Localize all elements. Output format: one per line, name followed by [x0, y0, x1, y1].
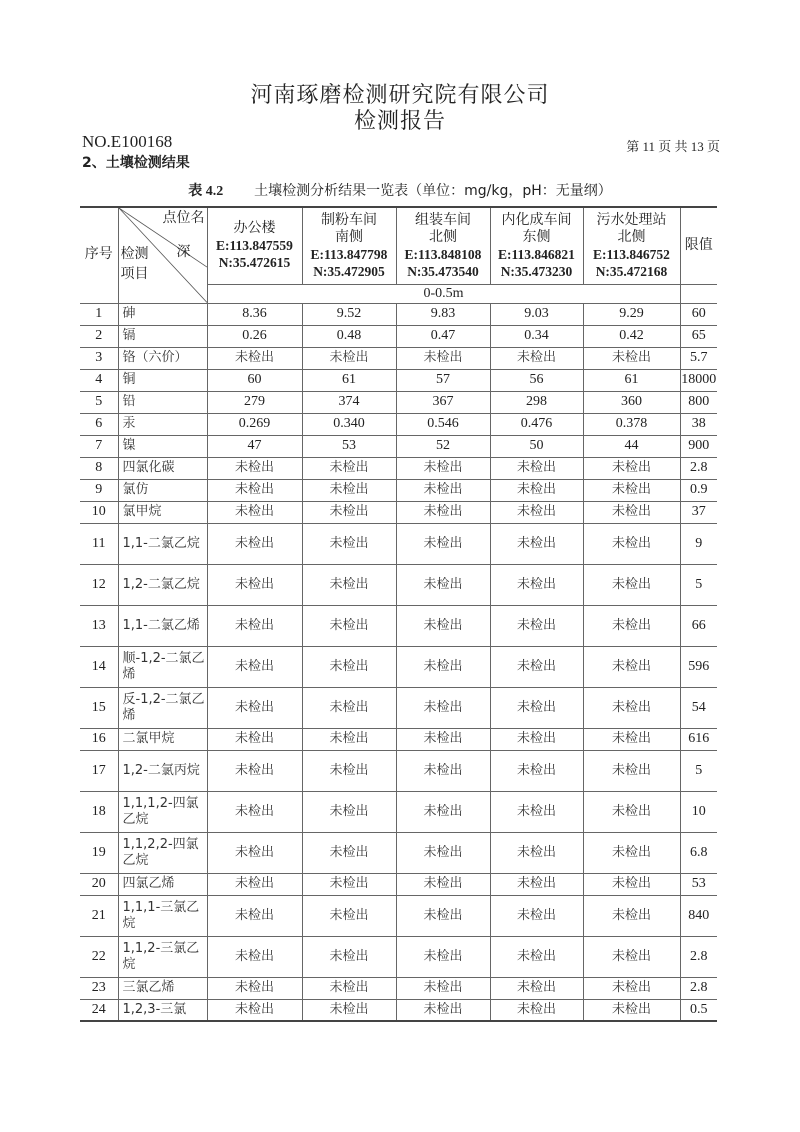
limit-value: 54 [680, 687, 717, 728]
result-value: 未检出 [490, 895, 583, 936]
row-number: 19 [80, 832, 118, 873]
result-value: 未检出 [583, 479, 680, 501]
item-name: 1,1,2,2-四氯乙烷 [118, 832, 207, 873]
item-name: 氯甲烷 [118, 501, 207, 523]
limit-value: 65 [680, 325, 717, 347]
table-row [80, 457, 717, 479]
site-e: E:113.848108 [404, 246, 482, 262]
result-value: 未检出 [396, 999, 490, 1021]
table-row [80, 479, 717, 501]
item-name: 铅 [118, 391, 207, 413]
limit-value: 9 [680, 523, 717, 564]
result-value: 未检出 [207, 750, 302, 791]
result-value: 未检出 [490, 501, 583, 523]
table-row [80, 325, 717, 347]
table-row [80, 728, 717, 750]
limit-value: 596 [680, 646, 717, 687]
result-value: 未检出 [490, 791, 583, 832]
result-value: 未检出 [207, 501, 302, 523]
soil-results-table [80, 206, 717, 1022]
table-row [80, 832, 717, 873]
item-name: 镉 [118, 325, 207, 347]
limit-value: 616 [680, 728, 717, 750]
row-number: 12 [80, 564, 118, 605]
result-value: 0.546 [396, 413, 490, 435]
row-number: 4 [80, 369, 118, 391]
item-name: 顺-1,2-二氯乙烯 [118, 646, 207, 687]
table-row [80, 303, 717, 325]
result-value: 未检出 [207, 457, 302, 479]
site-header [490, 207, 583, 284]
diag-item-label: 检测 项目 [120, 246, 149, 282]
table-row [80, 750, 717, 791]
result-value: 未检出 [302, 501, 396, 523]
result-value: 未检出 [302, 873, 396, 895]
item-name: 镍 [118, 435, 207, 457]
item-name: 1,2,3-三氯 [118, 999, 207, 1021]
result-value: 9.03 [490, 303, 583, 325]
item-name: 1,1,1-三氯乙烷 [118, 895, 207, 936]
item-name: 1,1-二氯乙烯 [118, 605, 207, 646]
item-name: 1,2-二氯丙烷 [118, 750, 207, 791]
table-row [80, 999, 717, 1021]
result-value: 未检出 [207, 687, 302, 728]
site-header [396, 207, 490, 284]
table-row [80, 687, 717, 728]
row-number: 13 [80, 605, 118, 646]
limit-value: 10 [680, 791, 717, 832]
site-n: N:35.472615 [218, 255, 291, 271]
item-name: 铬（六价） [118, 347, 207, 369]
result-value: 未检出 [583, 605, 680, 646]
result-value: 未检出 [207, 791, 302, 832]
limit-value: 2.8 [680, 936, 717, 977]
result-value: 未检出 [490, 605, 583, 646]
site-e: E:113.846821 [498, 246, 575, 262]
row-number: 6 [80, 413, 118, 435]
result-value: 未检出 [302, 457, 396, 479]
site-n: N:35.473540 [407, 263, 479, 279]
limit-value: 37 [680, 501, 717, 523]
result-value: 未检出 [207, 832, 302, 873]
row-number: 23 [80, 977, 118, 999]
site-n: N:35.473230 [500, 263, 573, 279]
result-value: 未检出 [302, 479, 396, 501]
result-value: 未检出 [396, 873, 490, 895]
result-value: 未检出 [396, 977, 490, 999]
result-value: 未检出 [302, 646, 396, 687]
row-number: 21 [80, 895, 118, 936]
result-value: 0.26 [207, 325, 302, 347]
result-value: 未检出 [207, 479, 302, 501]
result-value: 未检出 [207, 895, 302, 936]
result-value: 374 [302, 391, 396, 413]
result-value: 56 [490, 369, 583, 391]
result-value: 未检出 [490, 832, 583, 873]
table-row [80, 895, 717, 936]
limit-value: 38 [680, 413, 717, 435]
limit-value: 53 [680, 873, 717, 895]
row-number: 11 [80, 523, 118, 564]
row-number: 3 [80, 347, 118, 369]
site-e: E:113.847798 [310, 246, 388, 262]
result-value: 未检出 [490, 728, 583, 750]
result-value: 未检出 [396, 750, 490, 791]
row-number: 5 [80, 391, 118, 413]
result-value: 未检出 [396, 605, 490, 646]
result-value: 0.340 [302, 413, 396, 435]
limit-value: 5 [680, 750, 717, 791]
result-value: 未检出 [583, 873, 680, 895]
result-value: 0.378 [583, 413, 680, 435]
row-number: 24 [80, 999, 118, 1021]
diagonal-header-cell [118, 207, 207, 303]
result-value: 未检出 [396, 687, 490, 728]
header-row [80, 207, 717, 284]
table-row [80, 435, 717, 457]
row-number: 15 [80, 687, 118, 728]
limit-value: 800 [680, 391, 717, 413]
result-value: 52 [396, 435, 490, 457]
result-value: 未检出 [207, 999, 302, 1021]
table-row [80, 646, 717, 687]
result-value: 298 [490, 391, 583, 413]
result-value: 未检出 [207, 605, 302, 646]
result-value: 未检出 [490, 999, 583, 1021]
result-value: 未检出 [207, 564, 302, 605]
site-sub: 北侧 [429, 228, 457, 245]
diag-site-label: 点位名 [162, 210, 205, 226]
table-row [80, 564, 717, 605]
result-value: 未检出 [302, 750, 396, 791]
result-value: 未检出 [302, 687, 396, 728]
page-info: 第 11 页 共 13 页 [626, 139, 720, 154]
limit-value: 0.5 [680, 999, 717, 1021]
limit-depth-blank [680, 284, 717, 303]
result-value: 44 [583, 435, 680, 457]
site-name: 污水处理站 [596, 211, 667, 228]
result-value: 未检出 [396, 646, 490, 687]
row-number: 9 [80, 479, 118, 501]
result-value: 未检出 [490, 936, 583, 977]
result-value: 未检出 [396, 895, 490, 936]
result-value: 未检出 [396, 791, 490, 832]
result-value: 未检出 [583, 791, 680, 832]
result-value: 50 [490, 435, 583, 457]
result-value: 未检出 [302, 791, 396, 832]
result-value: 0.34 [490, 325, 583, 347]
result-value: 未检出 [207, 728, 302, 750]
table-row [80, 391, 717, 413]
result-value: 279 [207, 391, 302, 413]
row-number: 16 [80, 728, 118, 750]
result-value: 360 [583, 391, 680, 413]
result-value: 未检出 [583, 564, 680, 605]
row-number: 17 [80, 750, 118, 791]
result-value: 未检出 [302, 895, 396, 936]
row-number: 18 [80, 791, 118, 832]
result-value: 未检出 [490, 457, 583, 479]
result-value: 未检出 [583, 936, 680, 977]
site-name: 组装车间 [415, 211, 471, 228]
result-value: 未检出 [207, 977, 302, 999]
company-name: 河南琢磨检测研究院有限公司 [250, 83, 550, 108]
result-value: 0.42 [583, 325, 680, 347]
result-value: 47 [207, 435, 302, 457]
limit-value: 2.8 [680, 457, 717, 479]
limit-header: 限值 [680, 207, 717, 284]
result-value: 未检出 [396, 347, 490, 369]
result-value: 未检出 [583, 457, 680, 479]
limit-value: 0.9 [680, 479, 717, 501]
result-value: 未检出 [583, 750, 680, 791]
result-value: 未检出 [396, 832, 490, 873]
result-value: 未检出 [583, 646, 680, 687]
limit-value: 5.7 [680, 347, 717, 369]
report-title: 检测报告 [353, 109, 446, 134]
result-value: 未检出 [490, 977, 583, 999]
result-value: 未检出 [583, 832, 680, 873]
result-value: 未检出 [302, 347, 396, 369]
row-number: 14 [80, 646, 118, 687]
result-value: 未检出 [583, 347, 680, 369]
site-sub: 北侧 [617, 228, 646, 245]
table-row [80, 936, 717, 977]
result-value: 未检出 [396, 936, 490, 977]
site-name: 办公楼 [233, 220, 276, 237]
limit-value: 66 [680, 605, 717, 646]
result-value: 未检出 [207, 347, 302, 369]
result-value: 61 [583, 369, 680, 391]
row-number: 2 [80, 325, 118, 347]
limit-value: 60 [680, 303, 717, 325]
table-row [80, 347, 717, 369]
row-number: 22 [80, 936, 118, 977]
item-name: 四氯化碳 [118, 457, 207, 479]
result-value: 未检出 [396, 728, 490, 750]
result-value: 未检出 [396, 564, 490, 605]
item-name: 二氯甲烷 [118, 728, 207, 750]
site-header [583, 207, 680, 284]
item-name: 砷 [118, 303, 207, 325]
result-value: 未检出 [302, 523, 396, 564]
result-value: 未检出 [207, 523, 302, 564]
result-value: 未检出 [302, 564, 396, 605]
limit-value: 2.8 [680, 977, 717, 999]
result-value: 未检出 [207, 646, 302, 687]
result-value: 未检出 [490, 347, 583, 369]
item-name: 汞 [118, 413, 207, 435]
result-value: 0.476 [490, 413, 583, 435]
result-value: 未检出 [583, 728, 680, 750]
result-value: 未检出 [583, 687, 680, 728]
item-name: 1,1,2-三氯乙烷 [118, 936, 207, 977]
result-value: 未检出 [490, 646, 583, 687]
site-e: E:113.846752 [593, 246, 670, 262]
result-value: 9.83 [396, 303, 490, 325]
item-name: 三氯乙烯 [118, 977, 207, 999]
table-row [80, 605, 717, 646]
limit-value: 5 [680, 564, 717, 605]
result-value: 未检出 [396, 457, 490, 479]
table-caption-text: 土壤检测分析结果一览表（单位：mg/kg，pH：无量纲） [254, 183, 612, 199]
table-row [80, 413, 717, 435]
table-row [80, 791, 717, 832]
result-value: 0.47 [396, 325, 490, 347]
result-value: 未检出 [302, 728, 396, 750]
item-name: 1,2-二氯乙烷 [118, 564, 207, 605]
result-value: 未检出 [302, 832, 396, 873]
result-value: 未检出 [396, 479, 490, 501]
limit-value: 840 [680, 895, 717, 936]
limit-value: 18000 [680, 369, 717, 391]
item-name: 1,1-二氯乙烷 [118, 523, 207, 564]
table-row [80, 523, 717, 564]
result-value: 未检出 [583, 523, 680, 564]
result-value: 61 [302, 369, 396, 391]
result-value: 未检出 [490, 523, 583, 564]
result-value: 未检出 [490, 479, 583, 501]
result-value: 60 [207, 369, 302, 391]
report-number: NO.E100168 [82, 132, 173, 151]
table-row [80, 873, 717, 895]
site-e: E:113.847559 [216, 238, 293, 254]
row-number: 7 [80, 435, 118, 457]
result-value: 367 [396, 391, 490, 413]
result-value: 未检出 [490, 564, 583, 605]
table-caption [0, 180, 800, 200]
result-value: 未检出 [302, 605, 396, 646]
result-value: 未检出 [207, 936, 302, 977]
result-value: 未检出 [302, 977, 396, 999]
result-value: 未检出 [396, 501, 490, 523]
item-name: 铜 [118, 369, 207, 391]
result-value: 未检出 [583, 501, 680, 523]
row-number: 10 [80, 501, 118, 523]
site-n: N:35.472905 [313, 263, 385, 279]
result-value: 未检出 [583, 977, 680, 999]
row-number: 20 [80, 873, 118, 895]
limit-value: 6.8 [680, 832, 717, 873]
result-value: 未检出 [302, 936, 396, 977]
site-sub: 东侧 [522, 228, 551, 245]
section-title: 2、土壤检测结果 [82, 155, 190, 171]
site-header [302, 207, 396, 284]
result-value: 未检出 [490, 873, 583, 895]
item-name: 1,1,1,2-四氯乙烷 [118, 791, 207, 832]
result-value: 未检出 [396, 523, 490, 564]
diag-depth-label: 深 [176, 244, 191, 260]
result-value: 未检出 [302, 999, 396, 1021]
result-value: 0.269 [207, 413, 302, 435]
site-sub: 南侧 [335, 228, 363, 245]
site-name: 内化成车间 [501, 211, 572, 228]
site-n: N:35.472168 [595, 263, 668, 279]
result-value: 未检出 [207, 873, 302, 895]
result-value: 9.29 [583, 303, 680, 325]
result-value: 未检出 [490, 687, 583, 728]
item-name: 四氯乙烯 [118, 873, 207, 895]
result-value: 8.36 [207, 303, 302, 325]
row-number: 8 [80, 457, 118, 479]
seq-header: 序号 [80, 207, 118, 303]
table-row [80, 501, 717, 523]
depth-label: 0-0.5m [207, 284, 680, 303]
result-value: 未检出 [490, 750, 583, 791]
item-name: 氯仿 [118, 479, 207, 501]
result-value: 57 [396, 369, 490, 391]
table-row [80, 977, 717, 999]
result-value: 未检出 [583, 999, 680, 1021]
table-caption-label: 表 4.2 [188, 184, 224, 199]
result-value: 未检出 [583, 895, 680, 936]
table-row [80, 369, 717, 391]
item-name: 反-1,2-二氯乙烯 [118, 687, 207, 728]
site-header [207, 207, 302, 284]
result-value: 0.48 [302, 325, 396, 347]
row-number: 1 [80, 303, 118, 325]
result-value: 53 [302, 435, 396, 457]
result-value: 9.52 [302, 303, 396, 325]
site-name: 制粉车间 [321, 211, 377, 228]
limit-value: 900 [680, 435, 717, 457]
